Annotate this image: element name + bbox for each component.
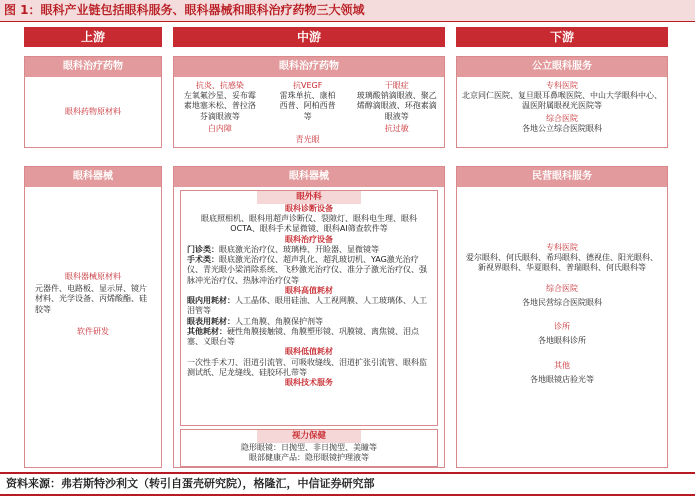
upstream-drug-box (24, 56, 162, 148)
lvc-title: 眼科低值耗材 (285, 347, 333, 357)
vision-line1: 隐形眼镜：日抛型、非日抛型、美瞳等 (241, 443, 377, 452)
drug-col-dryeye (352, 81, 442, 145)
treat-clinic-label: 门诊类： (187, 244, 219, 254)
tech-title: 眼科技术服务 (285, 377, 333, 387)
upstream-drug-material: 眼科药物原材料 (65, 107, 121, 116)
upstream-device-rd: 软件研发 (77, 326, 109, 336)
upstream-device-header: 眼科器械 (25, 167, 161, 187)
drug-col2-title: 抗VEGF (292, 81, 323, 90)
drug-col3-items: 玻璃酸钠滴眼液、聚乙烯醇滴眼液、环孢素滴眼液等 (356, 91, 437, 121)
figure-title: 图 1：眼科产业链包括眼科服务、眼科器械和眼科治疗药物三大领域 (0, 0, 695, 22)
mid-device-header: 眼科器械 (174, 167, 444, 187)
hvc-surface-label: 眼表用耗材： (187, 316, 235, 326)
drug-col-inflammation (176, 81, 264, 145)
lvc-items: 一次性手术刀、泪道引流管、可吸收缝线、泪道扩张引流管、眼科监测试纸、尼龙缝线、硅胶环扎带等 (187, 357, 427, 377)
drug-col-vegf (264, 81, 352, 145)
mid-drug-box (173, 56, 445, 148)
mid-device-box (173, 166, 445, 468)
private-clinic-items: 各地眼科诊所 (538, 336, 586, 346)
upstream-device-materials: 元器件、电路板、显示屏、镜片材料、光学设备、丙烯酸酯、硅胶等 (35, 284, 147, 314)
public-spec-title: 专科医院 (546, 81, 578, 90)
public-gen-title: 综合医院 (546, 113, 578, 123)
vision-line2: 眼部健康产品：隐形眼镜护理液等 (249, 453, 369, 463)
drug-col2-bottom: 青光眼 (295, 134, 320, 144)
drug-col2-items: 雷珠单抗、康柏西普、阿柏西普等 (279, 91, 336, 121)
diag-title: 眼科诊断设备 (285, 204, 333, 213)
vision-care-box (180, 429, 438, 467)
stage-downstream: 下游 (456, 27, 668, 47)
hvc-other-items: 硬性角膜接触镜、角膜塑形镜、巩膜镜、离焦镜、泪点塞、义眼台等 (187, 326, 419, 347)
vision-care-header: 视力保健 (257, 430, 361, 443)
private-other-title: 其他 (554, 360, 570, 370)
treat-surgery-items: 眼底激光治疗仪、超声乳化、超乳玻切机、YAG激光治疗仪、青光眼小梁消除系统、飞秒激光治疗仪、准分子激光治疗仪、强脉冲光治疗仪、热脉冲治疗仪等 (187, 255, 427, 285)
public-gen-items: 各地公立综合医院眼科 (522, 123, 602, 133)
treat-title: 眼科治疗设备 (285, 234, 333, 244)
ophthalmic-surgery-box (180, 190, 438, 426)
source-note: 资料来源：弗若斯特沙利文（转引自蛋壳研究院），格隆汇，中信证券研究部 (6, 477, 375, 490)
private-clinic-title: 诊所 (554, 322, 570, 332)
source-divider (0, 472, 695, 474)
private-service-box (456, 166, 668, 468)
bottom-divider (0, 494, 695, 496)
mid-drug-header: 眼科治疗药物 (174, 57, 444, 77)
diag-items: 眼底照相机、眼科用超声诊断仪、裂隙灯、眼科电生理、眼科OCTA、眼科手术显微镜、眼科AI筛查软件等 (201, 214, 417, 234)
public-service-box (456, 56, 668, 148)
drug-col1-bottom: 白内障 (207, 123, 232, 133)
ophthalmic-surgery-header: 眼外科 (257, 191, 361, 204)
public-spec-items: 北京同仁医院、复旦眼耳鼻喉医院、中山大学眼科中心、温医附属眼视光医院等 (462, 91, 662, 111)
public-service-header: 公立眼科服务 (457, 57, 667, 77)
upstream-device-material-title: 眼科器械原材料 (65, 272, 121, 281)
drug-col1-title: 抗炎、抗感染 (195, 81, 244, 90)
hvc-title: 眼科高值耗材 (285, 285, 333, 295)
upstream-drug-header: 眼科治疗药物 (25, 57, 161, 77)
private-spec-items: 爱尔眼科、何氏眼科、希玛眼科、德视佳、阳光眼科、新视界眼科、华夏眼科、普瑞眼科、何氏眼科等 (466, 253, 658, 273)
stage-midstream: 中游 (173, 27, 445, 47)
hvc-surface-items: 人工角膜、角膜保护剂等 (235, 316, 323, 326)
hvc-implant-items: 人工晶体、眼用硅油、人工视网膜、人工玻璃体、人工泪管等 (187, 296, 427, 316)
private-spec-title: 专科医院 (546, 243, 578, 252)
hvc-other-label: 其他耗材： (187, 326, 227, 336)
treat-surgery-label: 手术类： (187, 255, 219, 265)
private-gen-items: 各地民营综合医院眼科 (522, 297, 602, 307)
upstream-device-box (24, 166, 162, 468)
drug-col3-title: 干眼症 (384, 81, 409, 90)
private-gen-title: 综合医院 (546, 283, 578, 293)
drug-col1-items: 左氧氟沙星、妥布霉素地塞米松、普拉洛芬滴眼液等 (183, 91, 256, 121)
hvc-implant-label: 眼内用耗材： (187, 296, 235, 306)
drug-col3-bottom: 抗过敏 (384, 123, 409, 133)
private-service-header: 民营眼科服务 (457, 167, 667, 187)
stage-upstream: 上游 (24, 27, 162, 47)
private-other-items: 各地眼镜店验光等 (530, 374, 594, 384)
treat-clinic-items: 眼底激光治疗仪、玻璃棒、开睑器、显微镜等 (219, 244, 379, 254)
